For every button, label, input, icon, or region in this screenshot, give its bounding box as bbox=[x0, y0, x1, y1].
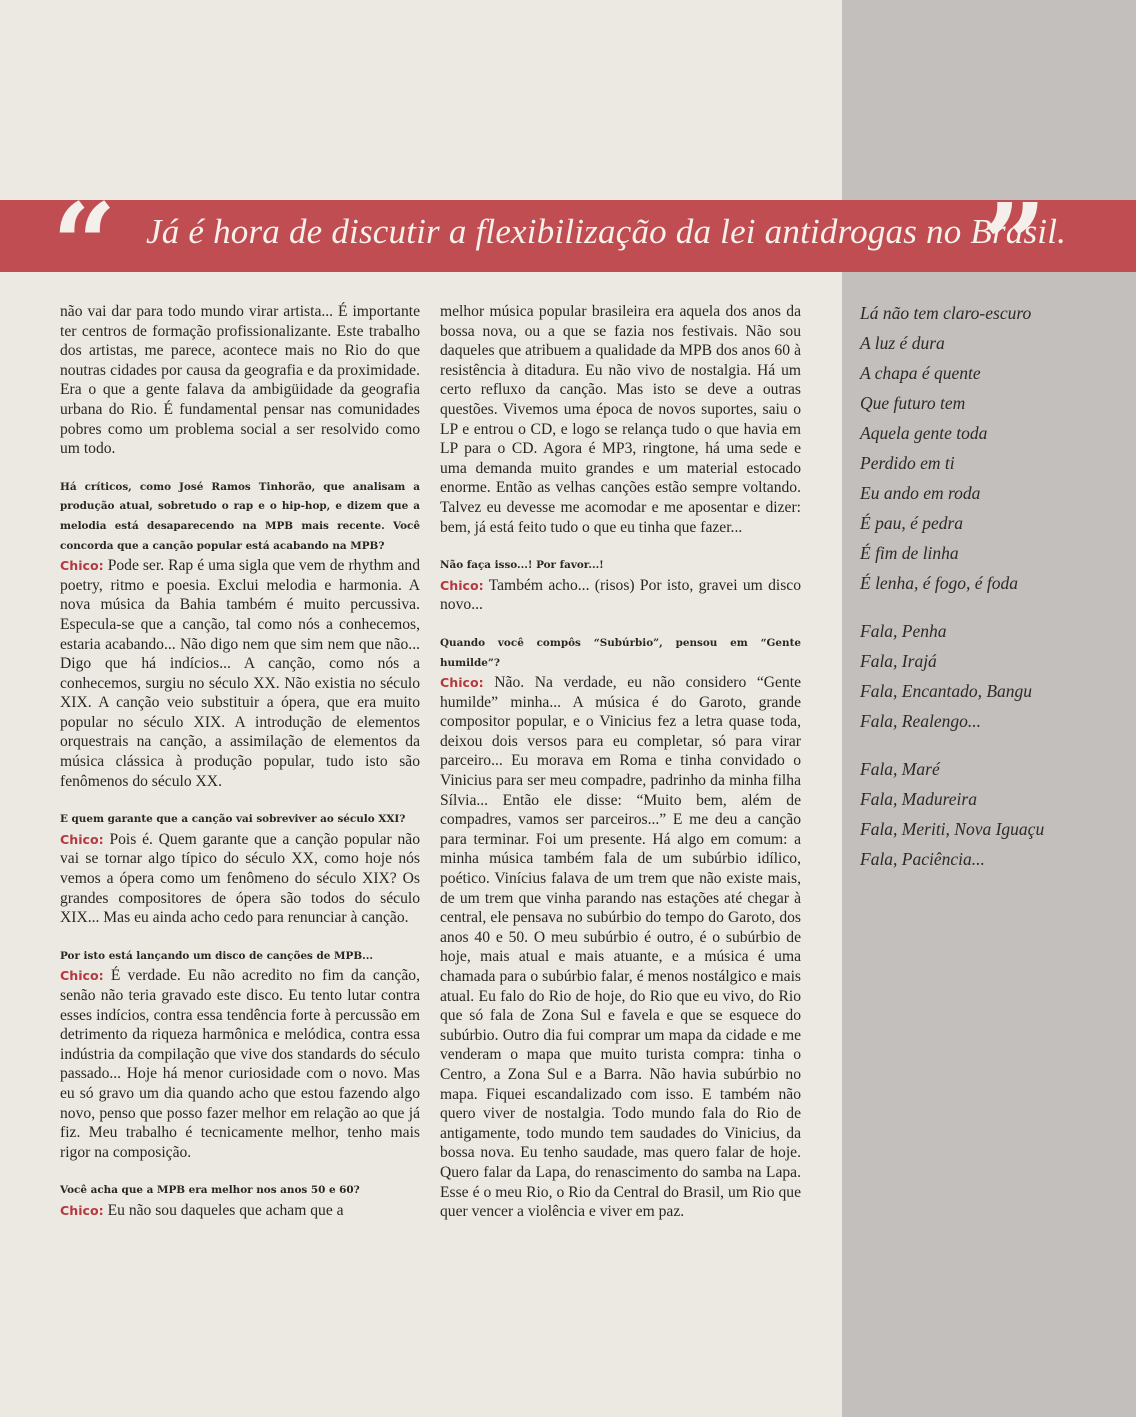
interview-question: Você acha que a MPB era melhor nos anos 50 e 60? bbox=[60, 1184, 360, 1197]
lyric-line: A chapa é quente bbox=[860, 363, 981, 383]
speaker-label: Chico: bbox=[60, 558, 104, 574]
paragraph: não vai dar para todo mundo virar artista... É importante ter centros de formação profissionalizante. Este trabalho dos artistas, me parece, acontece mais no Rio do que noutras cidades por causa da geografia e da proximidade. Era o que a gente falava da ambigüidade da geografia urbana do Rio. É fundamental pensar nas comunidades pobres como um problema social a ser resolvido como um todo. bbox=[60, 303, 420, 458]
lyric-line: Fala, Maré bbox=[860, 759, 940, 779]
interview-question: Quando você compôs “Subúrbio”, pensou em “Gente humilde”? bbox=[440, 636, 801, 669]
interview-question: Há críticos, como José Ramos Tinhorão, que analisam a produção atual, sobretudo o rap e o hip-hop, e dizem que a melodia está desaparecendo na MPB mais recente. Você concorda que a canção popular está acabando na MPB? bbox=[60, 480, 420, 552]
lyrics-stanza bbox=[860, 754, 1130, 874]
lyric-line: É pau, é pedra bbox=[860, 513, 964, 533]
lyric-line: É fim de linha bbox=[860, 543, 959, 563]
interview-answer: Pois é. Quem garante que a canção popular não vai se tornar algo típico do século XX, como hoje nós vemos a ópera como um fenômeno do século XIX? Os grandes compositores de ópera são todos do século XIX... Mas eu ainda acho cedo para renunciar à canção. bbox=[60, 830, 421, 927]
speaker-label: Chico: bbox=[60, 968, 104, 984]
lyric-line: Lá não tem claro-escuro bbox=[860, 303, 1032, 323]
close-quote-mark: ” bbox=[982, 180, 1047, 311]
lyric-line: Fala, Meriti, Nova Iguaçu bbox=[860, 819, 1045, 839]
lyric-line: Fala, Irajá bbox=[860, 651, 937, 671]
paragraph: melhor música popular brasileira era aquela dos anos da bossa nova, ou a que se fazia nos festivais. Não sou daqueles que atribuem a qualidade da MPB dos anos 60 à resistência à ditadura. Eu não vivo de nostalgia. Há um certo refluxo da canção. Mas isto se deve a outras questões. Vivemos uma época de novos suportes, saiu o LP e entrou o CD, e logo se relança tudo o que havia em LP para o CD. Agora é MP3, ringtone, há uma sede e uma demanda muito grandes e um material estocado enorme. Então as velhas canções estão sempre voltando. Talvez eu devesse me acomodar e me aposentar e dizer: bem, já está feito tudo o que eu tinha que fazer... bbox=[440, 303, 801, 536]
lyrics-stanza bbox=[860, 298, 1130, 598]
interview-answer: Eu não sou daqueles que acham que a bbox=[107, 1201, 344, 1219]
interview-answer: É verdade. Eu não acredito no fim da canção, senão não teria gravado este disco. Eu tento lutar contra esses indícios, contra essa tendência forte à percussão em detrimento da riqueza harmônica e melódica, contra essa indústria da compilação que vive dos standards do século passado... Hoje há menor curiosidade com o novo. Mas eu só gravo um dia quando acho que estou fazendo algo novo, penso que posso fazer melhor em relação ao que já fiz. Meu trabalho é tecnicamente melhor, tenho mais rigor na composição. bbox=[60, 967, 420, 1161]
speaker-label: Chico: bbox=[440, 675, 484, 691]
lyric-line: Aquela gente toda bbox=[860, 423, 988, 443]
lyric-line: Fala, Madureira bbox=[860, 789, 977, 809]
lyric-line: Fala, Penha bbox=[860, 621, 947, 641]
lyric-line: Fala, Paciência... bbox=[860, 849, 985, 869]
qa-block bbox=[440, 634, 801, 1222]
qa-block bbox=[60, 947, 420, 1163]
interview-question: E quem garante que a canção vai sobreviver ao século XXI? bbox=[60, 813, 406, 826]
interview-answer: Também acho... (risos) Por isto, gravei um disco novo... bbox=[440, 576, 801, 614]
qa-block bbox=[60, 478, 420, 792]
qa-block bbox=[60, 810, 420, 928]
interview-answer: Pode ser. Rap é uma sigla que vem de rhythm and poetry, ritmo e poesia. Exclui melodia e harmonia. A nova música da Bahia também é muito percussiva. Especula-se que a canção, tal como nós a conhecemos, estaria acabando... Não digo nem que sim nem que não... Digo que há indícios... A canção, como nós a conhecemos, surgiu no século XX. Não existia no século XIX. A canção veio substituir a ópera, que era muito popular no século XIX. A introdução de elementos orquestrais na canção, a assimilação de elementos da música clássica à produção popular, tudo isto são fenômenos do século XX. bbox=[60, 557, 420, 790]
speaker-label: Chico: bbox=[440, 577, 484, 593]
article-column-middle bbox=[440, 302, 801, 1241]
lyrics-stanza bbox=[860, 616, 1130, 736]
speaker-label: Chico: bbox=[60, 1202, 104, 1218]
song-lyrics-sidebar bbox=[860, 298, 1130, 892]
interview-question: Não faça isso...! Por favor...! bbox=[440, 559, 604, 572]
lyric-line: Fala, Realengo... bbox=[860, 711, 982, 731]
article-column-left bbox=[60, 302, 420, 1240]
lyric-line: Fala, Encantado, Bangu bbox=[860, 681, 1033, 701]
pull-quote-text: Já é hora de discutir a flexibilização da lei antidrogas no Brasil. bbox=[146, 212, 1067, 251]
interview-answer: Não. Na verdade, eu não considero “Gente humilde” minha... A música é do Garoto, grande compositor popular, e o Vinicius fez a letra quase toda, deixou dois versos para eu completar, só para virar parceiro... Eu morava em Roma e tinha convidado o Vinicius para ser meu compadre, padrinho da minha filha Sílvia... Então ele disse: “Muito bem, além de compadres, vamos ser parceiros...” E me deu a canção para terminar. Foi um presente. Há algo em comum: a minha música também fala de um subúrbio idílico, poético. Vinícius falava de um trem que não existe mais, de um trem que vinha parando nas estações até chegar à central, ele pensava no subúrbio do tempo do Garoto, dos anos 40 e 50. O meu subúrbio é outro, é o subúrbio de hoje, mais atual e mais atuante, e a música é uma chamada para o subúrbio falar, é menos nostálgico e mais atual. Eu falo do Rio de hoje, do Rio que eu vivo, do Rio que só fala de Zona Sul e favela e que se esquece do subúrbio. Outro dia fui comprar um mapa da cidade e me venderam o mapa que muito turista compra: tinha o Centro, a Zona Sul e a Barra. Não havia subúrbio no mapa. Fiquei escandalizado com isso. E também não quero viver de nostalgia. Todo mundo fala do Rio de antigamente, todo mundo tem saudades do Vinicius, da bossa nova. Eu tenho saudade, mas quero falar de hoje. Quero falar da Lapa, do renascimento do samba na Lapa. Esse é o meu Rio, o Rio da Central do Brasil, um Rio que quer vencer a violência e viver em paz. bbox=[440, 674, 801, 1221]
qa-block bbox=[440, 556, 801, 615]
speaker-label: Chico: bbox=[60, 831, 104, 847]
interview-question: Por isto está lançando um disco de canções de MPB... bbox=[60, 949, 373, 962]
lyric-line: Que futuro tem bbox=[860, 393, 966, 413]
lyric-line: É lenha, é fogo, é foda bbox=[860, 573, 1018, 593]
open-quote-mark: “ bbox=[52, 180, 117, 311]
qa-block bbox=[60, 1181, 420, 1220]
lyric-line: A luz é dura bbox=[860, 333, 945, 353]
lyric-line: Eu ando em roda bbox=[860, 483, 981, 503]
lyric-line: Perdido em ti bbox=[860, 453, 955, 473]
